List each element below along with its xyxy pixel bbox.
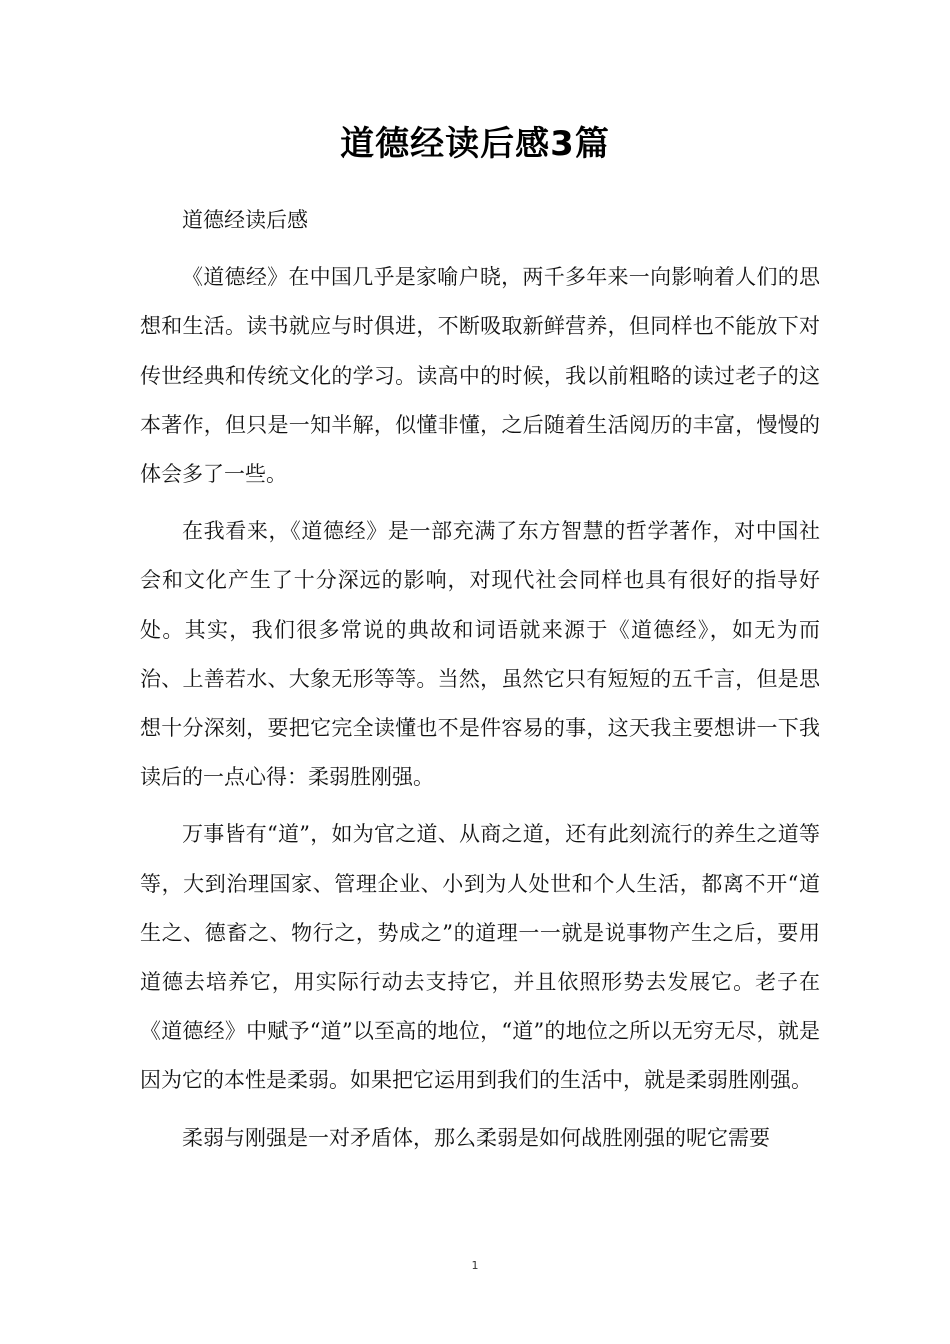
paragraph-1: 《道德经》在中国几乎是家喻户晓，两千多年来一向影响着人们的思想和生活。读书就应与时俱进，不断吸取新鲜营养，但同样也不能放下对传世经典和传统文化的学习。读高中的时候，我以前粗略的读过老子的这本著作，但只是一知半解，似懂非懂，之后随着生活阅历的丰富，慢慢的体会多了一些。 [140, 265, 820, 487]
paragraph-4: 柔弱与刚强是一对矛盾体，那么柔弱是如何战胜刚强的呢它需要 [182, 1125, 770, 1150]
paragraph-3: 万事皆有“道”，如为官之道、从商之道，还有此刻流行的养生之道等等，大到治理国家、管理企业、小到为人处世和个人生活，都离不开“道生之、德畜之、物行之，势成之”的道理一一就是说事物产生之后，要用道德去培养它，用实际行动去支持它，并且依照形势去发展它。老子在《道德经》中赋予“道”以至高的地位，“道”的地位之所以无穷无尽，就是因为它的本性是柔弱。如果把它运用到我们的生活中，就是柔弱胜刚强。 [140, 822, 820, 1093]
paragraph-2: 在我看来，《道德经》是一部充满了东方智慧的哲学著作，对中国社会和文化产生了十分深远的影响，对现代社会同样也具有很好的指导好处。其实，我们很多常说的典故和词语就来源于《道德经》，如无为而治、上善若水、大象无形等等。当然，虽然它只有短短的五千言，但是思想十分深刻，要把它完全读懂也不是件容易的事，这天我主要想讲一下我读后的一点心得：柔弱胜刚强。 [140, 519, 820, 790]
document-title: 道德经读后感3篇 [340, 124, 610, 164]
page-number: 1 [471, 1259, 479, 1272]
document-body [140, 196, 820, 1163]
document-subtitle: 道德经读后感 [182, 208, 308, 232]
